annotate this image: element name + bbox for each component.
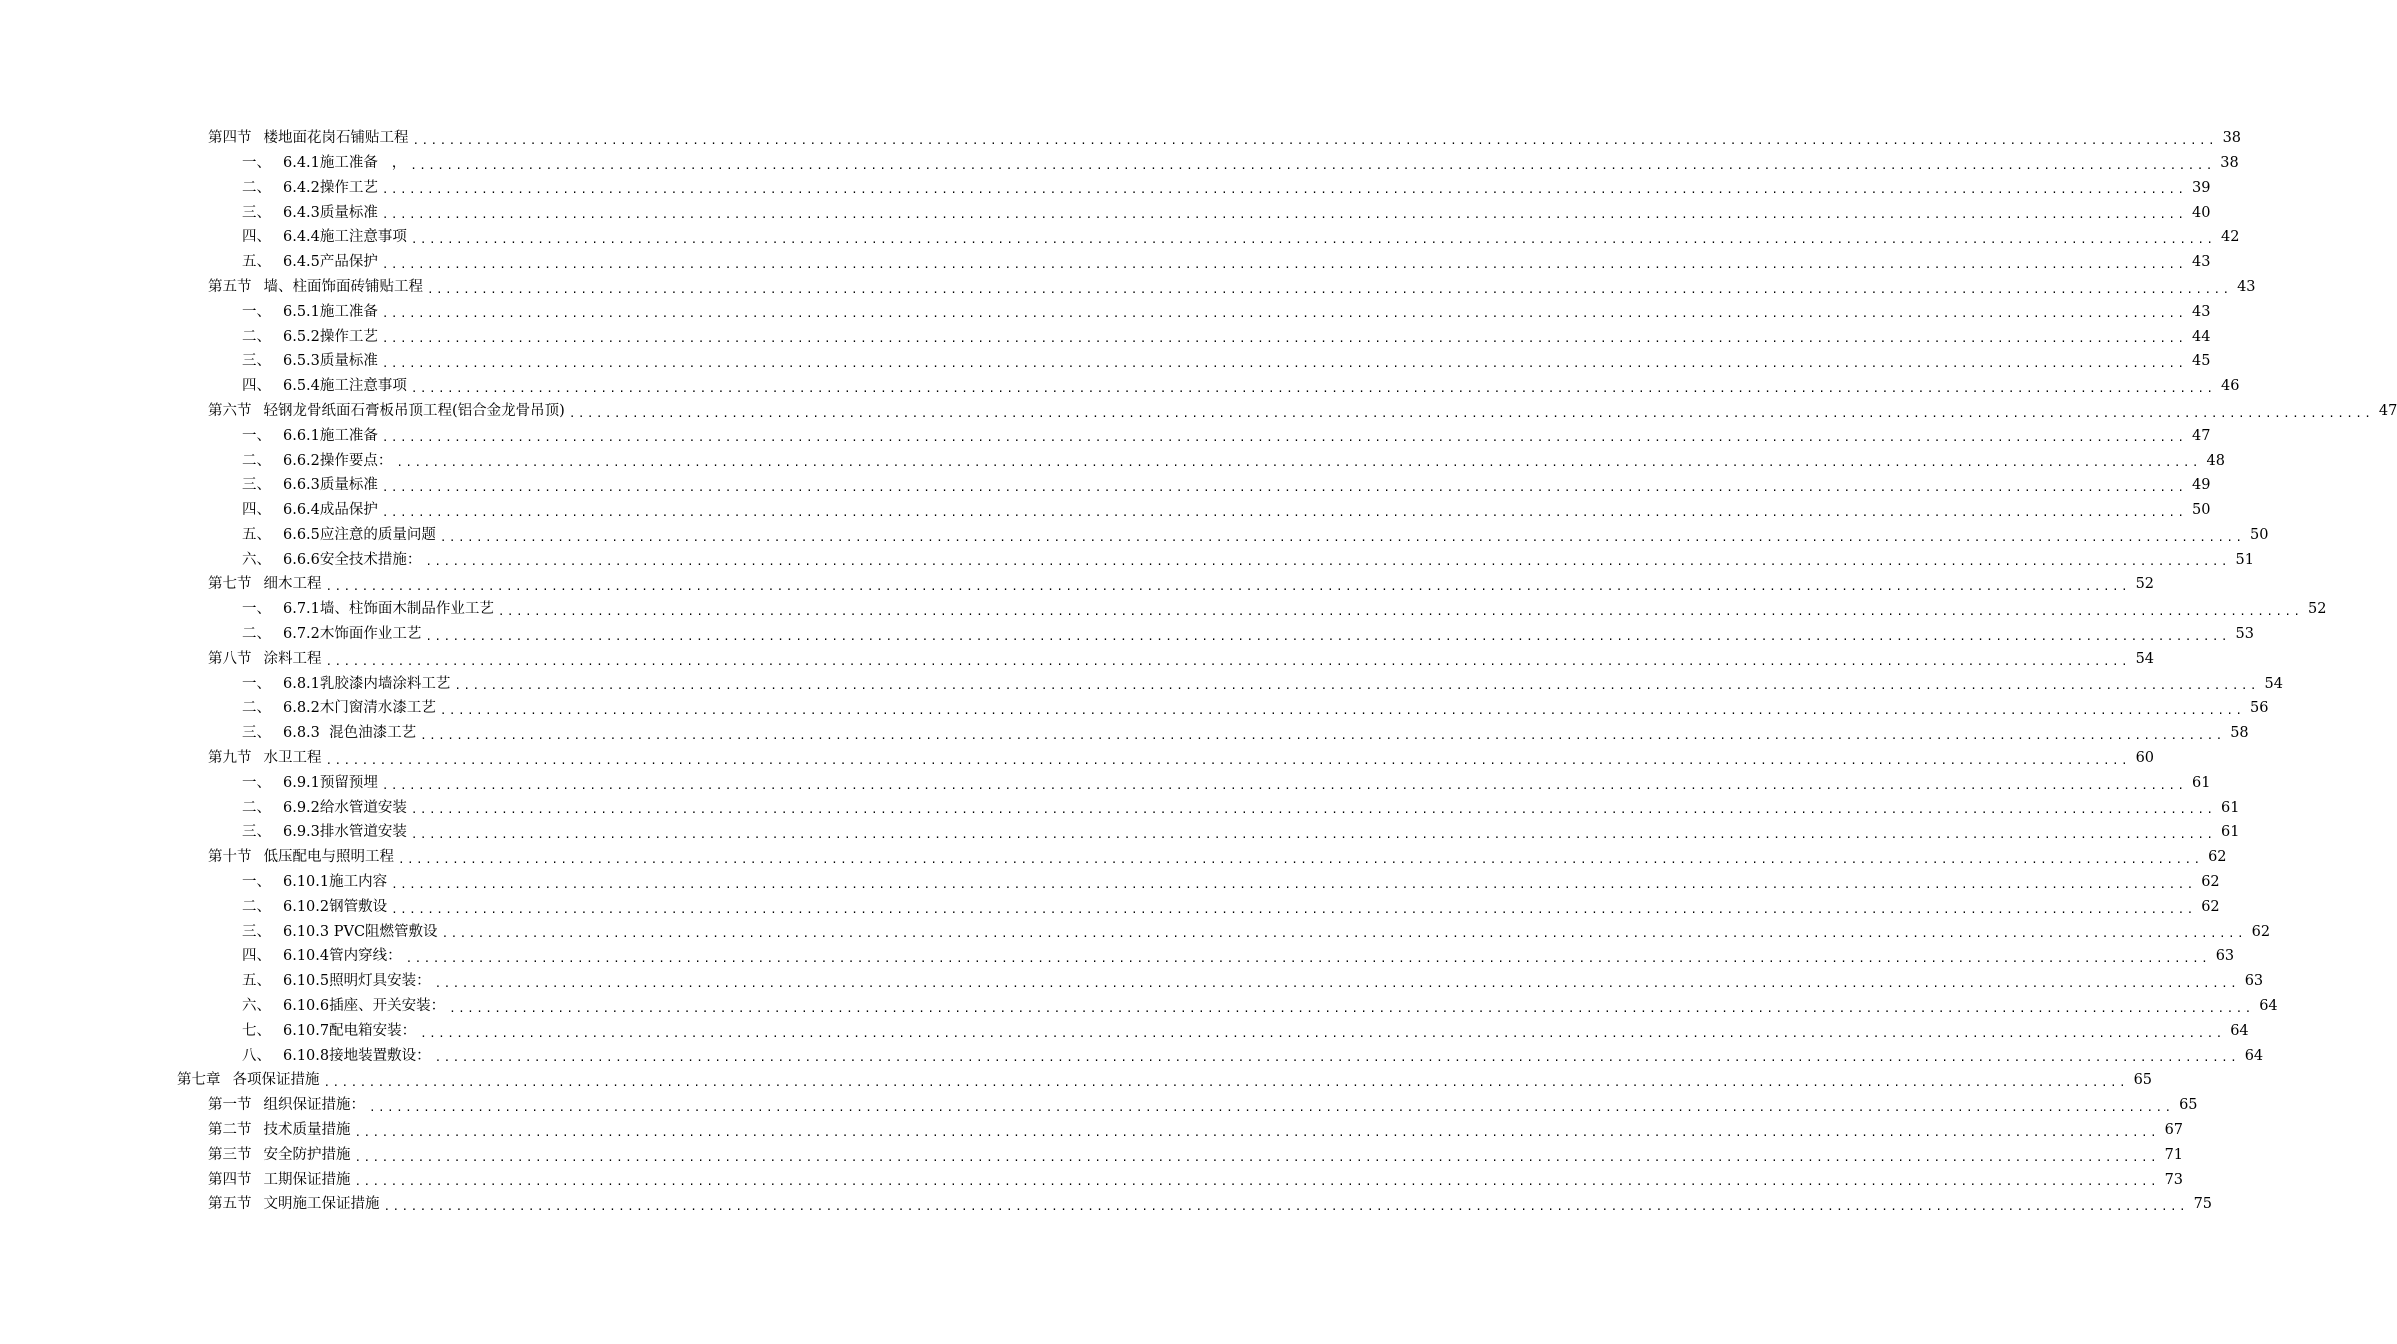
toc-entry-text [242, 429, 380, 444]
toc-entry-page-number: 75 [2193, 1196, 2213, 1213]
toc-entry[interactable] [0, 1167, 2184, 1192]
toc-entry-page-number: 48 [2206, 452, 2225, 469]
toc-entry-label: 四、 [242, 229, 271, 246]
toc-entry-label: 一、 [242, 774, 271, 791]
toc-entry-label: 六、 [242, 551, 271, 568]
toc-entry-title: 6.10.6插座、开关安装： [283, 998, 446, 1015]
dot-leader: ........................................................................................................................................................................................................ [410, 158, 2215, 172]
dot-leader: ........................................................................................................................................................................................................ [325, 654, 2131, 668]
toc-entry-text [208, 1197, 382, 1212]
toc-entry-label: 二、 [242, 626, 271, 643]
toc-entry-page-number: 58 [2230, 725, 2249, 742]
toc-entry-page-number: 61 [2191, 774, 2211, 791]
toc-entry[interactable] [0, 845, 2227, 870]
toc-entry-label: 第四节 [208, 1171, 252, 1188]
toc-entry[interactable] [0, 548, 2254, 573]
dot-leader: ........................................................................................................................................................................................................ [381, 332, 2187, 346]
toc-entry-page-number: 53 [2235, 626, 2254, 643]
toc-entry[interactable] [0, 126, 2242, 151]
toc-entry-page-number: 43 [2191, 303, 2211, 320]
toc-entry-page-number: 44 [2191, 328, 2211, 345]
toc-entry[interactable] [0, 796, 2240, 821]
toc-entry-title: 各项保证措施 [232, 1072, 320, 1089]
dot-leader: ........................................................................................................................................................................................................ [439, 704, 2245, 718]
dot-leader: ........................................................................................................................................................................................................ [420, 1026, 2225, 1040]
toc-entry-text [242, 255, 380, 270]
toc-entry-label: 一、 [242, 874, 271, 891]
toc-entry-label: 第七章 [177, 1072, 221, 1089]
toc-entry-page-number: 64 [2244, 1047, 2264, 1064]
toc-entry-text [242, 776, 380, 791]
toc-entry-title: 组织保证措施： [263, 1097, 365, 1114]
toc-entry-text [242, 478, 380, 493]
toc-entry-label: 一、 [242, 427, 271, 444]
toc-entry[interactable] [0, 597, 2327, 622]
toc-entry-page-number: 50 [2249, 526, 2269, 543]
dot-leader: ........................................................................................................................................................................................................ [420, 729, 2225, 743]
toc-entry-text [242, 330, 380, 345]
toc-entry[interactable] [0, 944, 2235, 969]
toc-entry-text [242, 726, 418, 741]
toc-entry[interactable] [0, 572, 2155, 597]
toc-entry-text [208, 1148, 353, 1163]
toc-entry-text [208, 751, 324, 766]
toc-entry-title: 6.7.2木饰面作业工艺 [283, 626, 422, 643]
dot-leader: ........................................................................................................................................................................................................ [325, 580, 2131, 594]
dot-leader: ........................................................................................................................................................................................................ [369, 1100, 2174, 1114]
dot-leader: ........................................................................................................................................................................................................ [381, 257, 2187, 271]
toc-entry-title: 6.8.1乳胶漆内墙涂料工艺 [283, 675, 451, 692]
dot-leader: ........................................................................................................................................................................................................ [405, 952, 2211, 966]
toc-entry[interactable] [0, 721, 2249, 746]
dot-leader: ........................................................................................................................................................................................................ [454, 679, 2259, 693]
toc-entry-page-number: 52 [2135, 576, 2155, 593]
dot-leader: ........................................................................................................................................................................................................ [425, 555, 2230, 569]
toc-entry-label: 二、 [242, 700, 271, 717]
toc-entry-title: 6.9.1预留预埋 [283, 774, 378, 791]
dot-leader: ........................................................................................................................................................................................................ [434, 1051, 2240, 1065]
toc-entry-title: 低压配电与照明工程 [263, 849, 394, 866]
toc-entry[interactable] [0, 424, 2211, 449]
toc-entry[interactable] [0, 622, 2254, 647]
toc-entry-title: 6.10.1施工内容 [283, 874, 388, 891]
toc-entry[interactable] [0, 374, 2240, 399]
dot-leader: ........................................................................................................................................................................................................ [434, 976, 2240, 990]
toc-entry-title: 6.6.1施工准备 [283, 427, 378, 444]
toc-entry-label: 一、 [242, 303, 271, 320]
toc-entry-title: 6.10.7配电箱安装： [283, 1022, 417, 1039]
toc-entry[interactable] [0, 498, 2211, 523]
dot-leader: ........................................................................................................................................................................................................ [381, 307, 2187, 321]
toc-entry-label: 四、 [242, 502, 271, 519]
toc-entry[interactable] [0, 1043, 2264, 1068]
toc-entry-label: 二、 [242, 452, 271, 469]
toc-entry-page-number: 62 [2251, 923, 2271, 940]
toc-entry-label: 三、 [242, 477, 271, 494]
toc-entry-page-number: 61 [2220, 824, 2240, 841]
table-of-contents [0, 126, 2397, 1217]
toc-entry-page-number: 49 [2191, 477, 2211, 494]
toc-entry-label: 三、 [242, 725, 271, 742]
toc-entry-text [242, 1049, 433, 1064]
toc-entry-label: 五、 [242, 254, 271, 271]
toc-entry[interactable] [0, 870, 2220, 895]
toc-entry-label: 第一节 [208, 1097, 252, 1114]
toc-entry-page-number: 54 [2135, 650, 2155, 667]
toc-entry-title: 6.5.3质量标准 [283, 353, 378, 370]
toc-entry-title: 6.10.3 PVC阻燃管敷设 [283, 923, 438, 940]
toc-entry[interactable] [0, 1093, 2198, 1118]
toc-entry-title: 6.6.5应注意的质量问题 [283, 526, 436, 543]
toc-entry-label: 一、 [242, 601, 271, 618]
toc-entry[interactable] [0, 696, 2269, 721]
toc-entry-text [242, 627, 423, 642]
dot-leader: ........................................................................................................................................................................................................ [381, 431, 2187, 445]
toc-entry-text [242, 503, 380, 518]
toc-entry-title: 6.9.2给水管道安装 [283, 799, 407, 816]
toc-entry-label: 二、 [242, 179, 271, 196]
toc-entry-page-number: 46 [2220, 378, 2240, 395]
toc-entry-text [242, 602, 496, 617]
toc-entry-text [208, 577, 324, 592]
toc-entry-text [208, 652, 324, 667]
toc-entry-title: 6.5.4施工注意事项 [283, 378, 407, 395]
toc-entry-label: 三、 [242, 353, 271, 370]
dot-leader: ........................................................................................................................................................................................................ [381, 357, 2187, 371]
toc-entry-text [242, 701, 438, 716]
toc-entry-label: 五、 [242, 973, 271, 990]
dot-leader: ........................................................................................................................................................................................................ [425, 629, 2230, 643]
toc-entry[interactable] [0, 771, 2211, 796]
toc-entry-label: 六、 [242, 998, 271, 1015]
toc-entry-title: 水卫工程 [263, 750, 322, 767]
toc-entry-page-number: 63 [2244, 973, 2264, 990]
toc-entry-title: 墙、柱面饰面砖铺贴工程 [263, 278, 423, 295]
toc-entry-title: 6.4.1施工准备 ， [283, 154, 407, 171]
toc-entry-title: 6.8.2木门窗清水漆工艺 [283, 700, 436, 717]
dot-leader: ........................................................................................................................................................................................................ [396, 456, 2201, 470]
toc-entry-title: 工期保证措施 [263, 1171, 351, 1188]
toc-entry-title: 6.10.2钢管敷设 [283, 898, 388, 915]
toc-entry[interactable] [0, 994, 2278, 1019]
dot-leader: ........................................................................................................................................................................................................ [383, 1200, 2189, 1214]
toc-entry-page-number: 64 [2259, 998, 2278, 1015]
toc-entry-text [177, 1073, 322, 1088]
toc-entry-label: 二、 [242, 328, 271, 345]
toc-entry[interactable] [0, 1068, 2153, 1093]
dot-leader: ........................................................................................................................................................................................................ [381, 208, 2187, 222]
toc-entry-label: 四、 [242, 948, 271, 965]
toc-entry-label: 四、 [242, 378, 271, 395]
toc-entry-page-number: 62 [2201, 874, 2220, 891]
toc-entry-label: 三、 [242, 204, 271, 221]
toc-entry-title: 6.8.3 混色油漆工艺 [283, 725, 417, 742]
toc-entry-label: 第八节 [208, 650, 252, 667]
toc-entry-title: 6.7.1墙、柱饰面木制品作业工艺 [283, 601, 494, 618]
dot-leader: ........................................................................................................................................................................................................ [391, 902, 2196, 916]
toc-entry-title: 细木工程 [263, 576, 322, 593]
toc-entry-label: 七、 [242, 1022, 271, 1039]
toc-entry-title: 6.6.2操作要点： [283, 452, 393, 469]
dot-leader: ........................................................................................................................................................................................................ [381, 505, 2187, 519]
toc-entry-title: 6.4.5产品保护 [283, 254, 378, 271]
toc-entry-text [242, 999, 447, 1014]
toc-entry-label: 三、 [242, 923, 271, 940]
toc-entry-text [242, 677, 452, 692]
toc-entry[interactable] [0, 349, 2211, 374]
toc-entry[interactable] [0, 1118, 2184, 1143]
toc-entry-title: 6.10.5照明灯具安装： [283, 973, 431, 990]
toc-entry[interactable] [0, 647, 2155, 672]
toc-entry-title: 6.5.1施工准备 [283, 303, 378, 320]
toc-entry[interactable] [0, 820, 2240, 845]
toc-entry-text [242, 801, 409, 816]
toc-entry-label: 三、 [242, 824, 271, 841]
toc-entry[interactable] [0, 200, 2211, 225]
toc-entry-label: 二、 [242, 898, 271, 915]
toc-entry[interactable] [0, 448, 2225, 473]
toc-entry-page-number: 71 [2164, 1146, 2184, 1163]
toc-entry[interactable] [0, 1143, 2184, 1168]
dot-leader: ........................................................................................................................................................................................................ [568, 406, 2374, 420]
toc-entry-page-number: 40 [2191, 204, 2211, 221]
toc-entry-title: 6.6.4成品保护 [283, 502, 378, 519]
toc-entry[interactable] [0, 250, 2211, 275]
toc-entry-title: 6.10.4管内穿线： [283, 948, 402, 965]
toc-entry-text [242, 454, 394, 469]
toc-entry-label: 第四节 [208, 130, 252, 147]
dot-leader: ........................................................................................................................................................................................................ [381, 183, 2187, 197]
dot-leader: ........................................................................................................................................................................................................ [427, 282, 2232, 296]
toc-entry-text [208, 1123, 353, 1138]
toc-entry-label: 二、 [242, 799, 271, 816]
toc-entry-text [242, 974, 433, 989]
toc-entry-page-number: 50 [2191, 502, 2211, 519]
toc-entry-title: 安全防护措施 [263, 1146, 351, 1163]
toc-entry-text [242, 949, 404, 964]
toc-entry-title: 轻钢龙骨纸面石膏板吊顶工程(铝合金龙骨吊顶) [263, 402, 565, 419]
dot-leader: ........................................................................................................................................................................................................ [381, 481, 2187, 495]
dot-leader: ........................................................................................................................................................................................................ [354, 1175, 2160, 1189]
toc-entry-text [208, 850, 396, 865]
toc-entry[interactable] [0, 920, 2271, 945]
toc-entry-page-number: 43 [2237, 278, 2256, 295]
toc-entry-text [242, 528, 438, 543]
dot-leader: ........................................................................................................................................................................................................ [381, 778, 2187, 792]
toc-entry-text [242, 925, 440, 940]
toc-entry[interactable] [0, 523, 2269, 548]
toc-entry-label: 五、 [242, 526, 271, 543]
toc-entry-page-number: 54 [2264, 675, 2283, 692]
toc-entry-label: 第九节 [208, 750, 252, 767]
toc-entry-text [208, 404, 567, 419]
toc-entry-label: 一、 [242, 154, 271, 171]
toc-entry-page-number: 62 [2208, 849, 2227, 866]
toc-entry-title: 6.4.2操作工艺 [283, 179, 378, 196]
toc-entry-page-number: 39 [2191, 179, 2211, 196]
toc-entry-title: 6.9.3排水管道安装 [283, 824, 407, 841]
toc-entry-text [242, 305, 380, 320]
toc-entry-text [242, 825, 409, 840]
toc-entry-text [242, 379, 409, 394]
toc-entry-label: 第十节 [208, 849, 252, 866]
toc-entry-page-number: 47 [2191, 427, 2211, 444]
toc-entry[interactable] [0, 746, 2155, 771]
toc-entry-page-number: 52 [2307, 601, 2327, 618]
toc-entry-page-number: 61 [2220, 799, 2240, 816]
toc-entry-label: 第五节 [208, 278, 252, 295]
toc-entry-text [242, 181, 380, 196]
toc-entry-text [208, 131, 411, 146]
toc-entry-page-number: 73 [2164, 1171, 2184, 1188]
toc-entry[interactable] [0, 300, 2211, 325]
toc-entry-page-number: 47 [2378, 402, 2397, 419]
dot-leader: ........................................................................................................................................................................................................ [325, 753, 2131, 767]
toc-entry[interactable] [0, 225, 2240, 250]
toc-entry-page-number: 51 [2235, 551, 2254, 568]
dot-leader: ........................................................................................................................................................................................................ [497, 605, 2303, 619]
toc-entry-label: 第七节 [208, 576, 252, 593]
toc-entry-text [242, 1024, 418, 1039]
toc-entry-text [242, 206, 380, 221]
toc-entry-label: 第五节 [208, 1196, 252, 1213]
toc-entry-text [208, 280, 425, 295]
dot-leader: ........................................................................................................................................................................................................ [410, 803, 2216, 817]
toc-entry[interactable] [0, 275, 2256, 300]
toc-entry[interactable] [0, 399, 2397, 424]
dot-leader: ........................................................................................................................................................................................................ [441, 927, 2247, 941]
toc-entry[interactable] [0, 473, 2211, 498]
toc-entry-label: 第三节 [208, 1146, 252, 1163]
toc-entry-text [208, 1173, 353, 1188]
toc-entry-title: 6.5.2操作工艺 [283, 328, 378, 345]
toc-entry-page-number: 38 [2220, 154, 2239, 171]
toc-entry[interactable] [0, 672, 2283, 697]
toc-entry[interactable] [0, 895, 2220, 920]
toc-entry-title: 楼地面花岗石铺贴工程 [263, 130, 409, 147]
toc-entry-page-number: 65 [2133, 1072, 2153, 1089]
toc-entry-title: 6.6.6安全技术措施： [283, 551, 422, 568]
toc-entry[interactable] [0, 1192, 2213, 1217]
toc-entry-text [242, 156, 408, 171]
toc-entry-title: 文明施工保证措施 [263, 1196, 380, 1213]
dot-leader: ........................................................................................................................................................................................................ [354, 1150, 2160, 1164]
toc-entry[interactable] [0, 1019, 2249, 1044]
toc-entry-page-number: 56 [2249, 700, 2269, 717]
dot-leader: ........................................................................................................................................................................................................ [412, 133, 2218, 147]
toc-entry-page-number: 42 [2220, 229, 2240, 246]
dot-leader: ........................................................................................................................................................................................................ [410, 381, 2216, 395]
toc-entry-label: 第六节 [208, 402, 252, 419]
dot-leader: ........................................................................................................................................................................................................ [439, 530, 2245, 544]
toc-entry-text [242, 553, 423, 568]
toc-entry-label: 八、 [242, 1047, 271, 1064]
toc-entry[interactable] [0, 176, 2211, 201]
toc-entry-label: 一、 [242, 675, 271, 692]
toc-entry-title: 6.4.4施工注意事项 [283, 229, 407, 246]
toc-entry-page-number: 65 [2179, 1097, 2198, 1114]
toc-entry-label: 第二节 [208, 1122, 252, 1139]
toc-entry-page-number: 43 [2191, 254, 2211, 271]
toc-entry[interactable] [0, 151, 2239, 176]
toc-entry[interactable] [0, 969, 2264, 994]
toc-entry[interactable] [0, 324, 2211, 349]
toc-entry-page-number: 67 [2164, 1122, 2184, 1139]
toc-entry-page-number: 38 [2222, 130, 2242, 147]
toc-entry-text [242, 354, 380, 369]
toc-entry-title: 6.10.8接地装置敷设： [283, 1047, 431, 1064]
toc-entry-text [242, 875, 389, 890]
toc-entry-text [208, 1098, 367, 1113]
toc-entry-text [242, 900, 389, 915]
dot-leader: ........................................................................................................................................................................................................ [410, 233, 2216, 247]
toc-entry-text [242, 230, 409, 245]
toc-entry-page-number: 63 [2215, 948, 2235, 965]
toc-entry-title: 6.6.3质量标准 [283, 477, 378, 494]
dot-leader: ........................................................................................................................................................................................................ [449, 1001, 2254, 1015]
toc-entry-page-number: 60 [2135, 750, 2155, 767]
toc-entry-page-number: 45 [2191, 353, 2211, 370]
dot-leader: ........................................................................................................................................................................................................ [398, 853, 2203, 866]
dot-leader: ........................................................................................................................................................................................................ [391, 877, 2196, 891]
toc-entry-title: 技术质量措施 [263, 1122, 351, 1139]
toc-entry-page-number: 62 [2201, 898, 2220, 915]
toc-entry-page-number: 64 [2230, 1022, 2249, 1039]
dot-leader: ........................................................................................................................................................................................................ [410, 828, 2216, 842]
dot-leader: ........................................................................................................................................................................................................ [323, 1076, 2129, 1090]
dot-leader: ........................................................................................................................................................................................................ [354, 1125, 2160, 1139]
toc-entry-title: 6.4.3质量标准 [283, 204, 378, 221]
toc-entry-title: 涂料工程 [263, 650, 322, 667]
